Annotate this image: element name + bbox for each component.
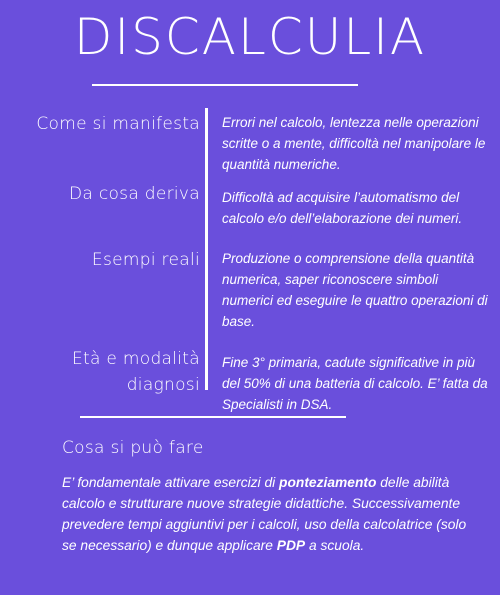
- row-label-age-diagnosis-line2: diagnosi: [126, 375, 200, 395]
- vertical-divider: [205, 108, 208, 390]
- row-label-age-diagnosis-line1: Età e modalità: [72, 349, 200, 369]
- row-text-examples: Produzione o comprensione della quantità numerica, saper riconoscere simboli numerici ed eseguire le quattro operazioni di base.: [222, 251, 488, 329]
- section-body: [62, 472, 482, 556]
- row-label-examples: Esempi reali: [91, 250, 200, 270]
- row-label-origin: Da cosa deriva: [69, 184, 200, 204]
- title-divider: [92, 84, 358, 86]
- section-divider: [80, 416, 346, 418]
- page-title: DISCALCULIA: [73, 8, 427, 66]
- section-body-text-2: delle abilità calcolo e strutturare nuove strategie didattiche. Successivamente prevedere tempi aggiuntivi per i calcoli, uso della calcolatrice (solo se necessario) e dunque applicare: [62, 475, 467, 553]
- row-text-manifestation: Errori nel calcolo, lentezza nelle operazioni scritte o a mente, difficoltà nel manipolare le quantità numeriche.: [222, 115, 486, 172]
- section-body-bold-2: PDP: [276, 538, 306, 553]
- section-title: Cosa si può fare: [62, 438, 204, 458]
- section-body-bold-1: ponteziamento: [279, 475, 377, 490]
- row-text-origin: Difficoltà ad acquisire l’automatismo del calcolo e/o dell’elaborazione dei numeri.: [222, 190, 463, 226]
- row-label-manifestation: Come si manifesta: [36, 114, 200, 134]
- row-text-age-diagnosis: Fine 3° primaria, cadute significative in più del 50% di una batteria di calcolo. E’ fatta da Specialisti in DSA.: [222, 355, 488, 412]
- section-body-text-3: a scuola.: [305, 538, 365, 553]
- section-body-text-1: E’ fondamentale attivare esercizi di: [62, 475, 280, 490]
